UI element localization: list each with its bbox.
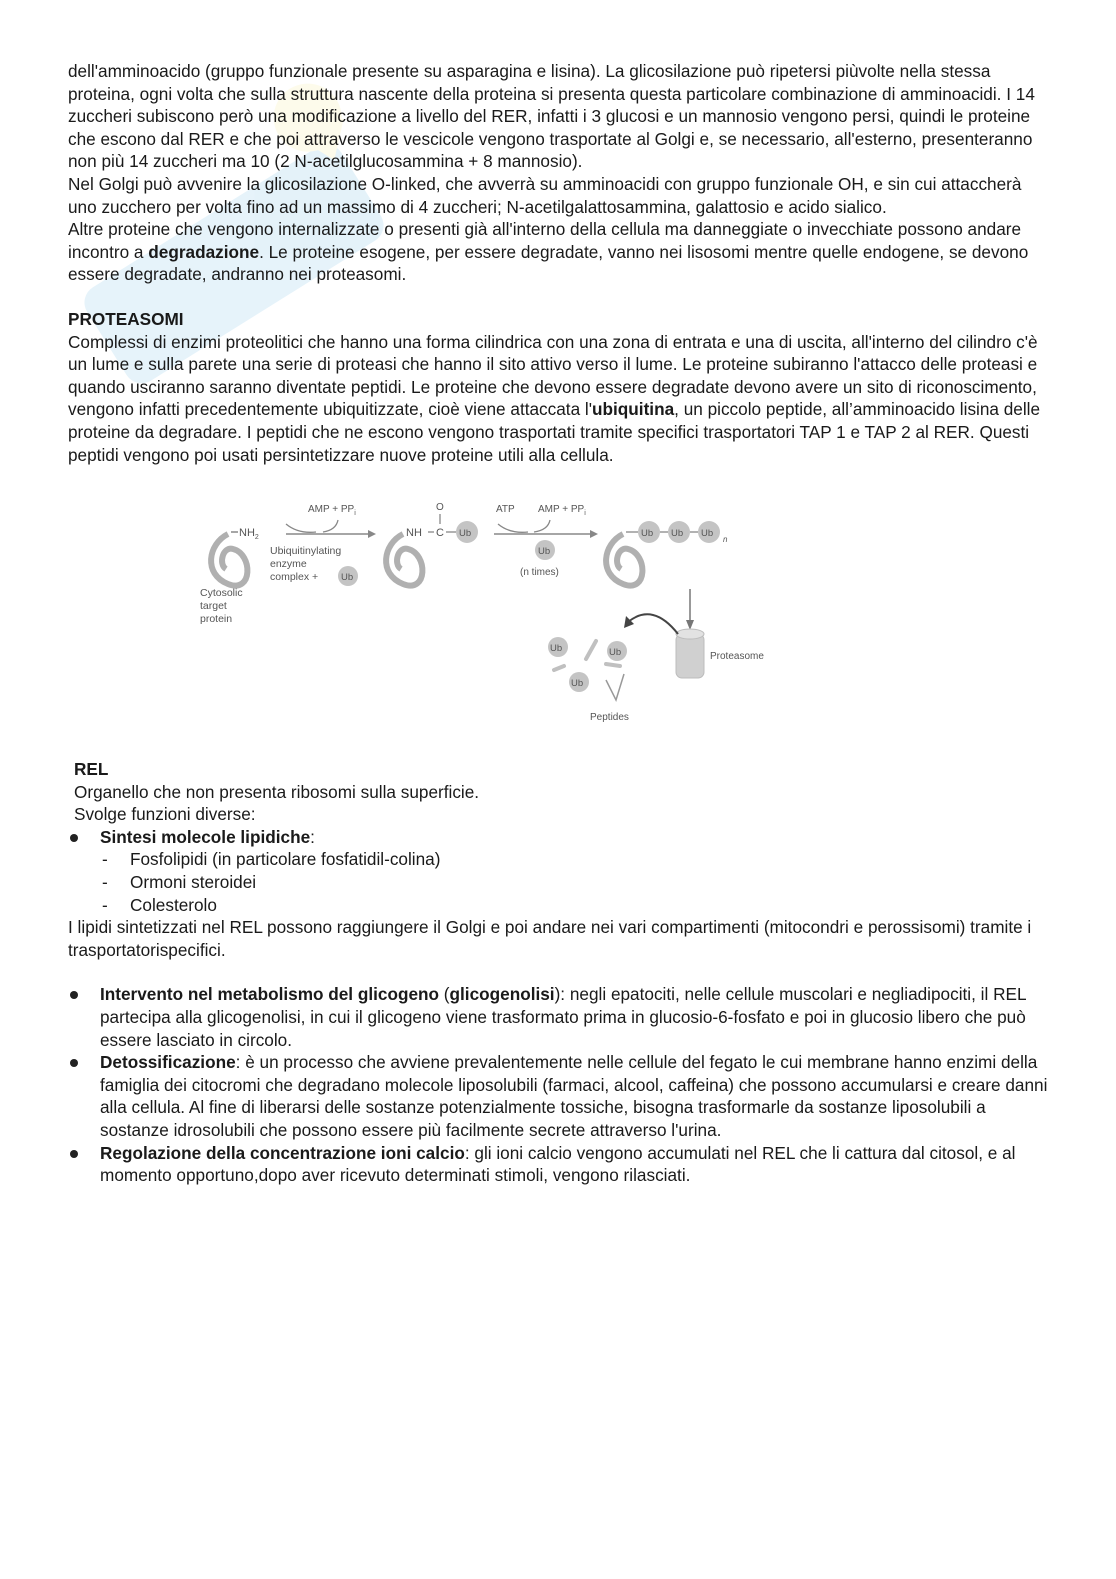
sub-item-ormoni: [68, 871, 1048, 894]
intro-p3-text-a: Altre proteine che vengono internalizzate o presenti già all'interno della cellula ma danneggiate o invecchiate possono andare incontro a: [68, 219, 1022, 262]
ubiquitina-term: ubiquitina: [592, 399, 675, 420]
sub-item-text: Ormoni steroidei: [130, 872, 257, 893]
bullet-calcium: [68, 1142, 1048, 1187]
release-arrow: [628, 614, 678, 634]
bullet-icon: [70, 1150, 78, 1158]
enzyme-label-3: complex +: [270, 571, 319, 584]
free-ub-label-2: Ub: [609, 647, 622, 659]
peptide-fragment-3: [554, 666, 564, 670]
proteasome-label: Proteasome: [710, 651, 764, 663]
intro-paragraph-1: dell'amminoacido (gruppo funzionale presente su asparagina e lisina). La glicosilazione può ripetersi piùvolte nella stessa proteina, ogni volta che sulla struttura nascente della proteina si presenta questa particolare combinazione di amminoacidi. I 14 zuccheri subiscono però una modificazione a livello del RER, infatti i 3 glucosi e un mannosio vengono persi, quindi le proteine che escono dal RER e che poi attraverso le vescicole vengono trasportate al Golgi e, se necessario, all'esterno, presenteranno non più 14 zuccheri ma 10 (2 N-acetilglucosammina + 8 mannosio).: [68, 61, 1035, 172]
sub-item-fosfolipidi: [68, 848, 1048, 871]
ub-label-3: Ub: [538, 546, 551, 558]
bullet-glycogen: [68, 983, 1048, 1051]
rel-intro-line-2: Svolge funzioni diverse:: [74, 804, 256, 825]
intro-p3-text-b: . Le proteine esogene, per essere degradate, vanno nei lisosomi mentre quelle endogene, se devono essere degradate, andranno nei proteasomi.: [68, 241, 1029, 285]
proteasomi-paragraph: [68, 331, 1048, 467]
bullet-2-text: ): negli epatociti, nelle cellule muscolari e negliadipociti, il REL partecipa alla glicogenolisi, in cui il glicogeno viene trasformato prima in glucosio-6-fosfato e poi in glucosio libero che può essere lasciato in circolo.: [100, 984, 1026, 1050]
sub-item-colesterolo: [68, 894, 1048, 917]
ub-label-2: Ub: [459, 528, 472, 540]
bullet-icon: [70, 834, 78, 842]
bullet-lipid-synthesis: [68, 826, 1048, 849]
enzyme-label-2: enzyme: [270, 558, 307, 571]
dash-marker: -: [102, 872, 108, 893]
target-protein-shape-3: [606, 534, 642, 586]
c-label: C: [436, 527, 444, 540]
bullet-1-colon: :: [310, 826, 315, 847]
dash-marker: -: [102, 849, 108, 870]
bullet-3-title: Detossificazione: [100, 1052, 236, 1073]
o-label: O: [436, 502, 444, 514]
amp-pp-label-2: AMP + $PP_i$: [538, 504, 586, 518]
document-page: [68, 60, 1048, 1187]
peptides-label: Peptides: [590, 712, 629, 724]
ub-chain-label-2: Ub: [671, 528, 684, 540]
bullet-1-title: Sintesi molecole lipidiche: [100, 826, 311, 847]
free-ub-label-1: Ub: [550, 643, 563, 655]
output-curve-1: [323, 520, 338, 532]
peptide-fragment-2: [606, 664, 620, 666]
input-curve-2: [498, 524, 528, 532]
dash-marker: -: [102, 894, 108, 915]
sub-item-text: Colesterolo: [130, 894, 217, 915]
n-subscript: n: [723, 535, 728, 545]
input-curve-1: [286, 524, 316, 532]
target-label-3: protein: [200, 613, 233, 626]
ub-chain-label-3: Ub: [701, 528, 714, 540]
intro-paragraph-3: [68, 218, 1048, 286]
enzyme-label-1: Ubiquitinylating: [270, 545, 342, 558]
rel-heading: REL: [74, 759, 109, 780]
arrowhead-1: [368, 530, 376, 538]
bullet-icon: [70, 991, 78, 999]
ubiquitination-figure: [198, 484, 764, 740]
rel-intro-line-1: Organello che non presenta ribosomi sulla superficie.: [74, 781, 480, 802]
proteasomi-heading: PROTEASOMI: [68, 308, 184, 329]
target-label-2: target: [200, 600, 227, 613]
spacer: [68, 961, 1048, 983]
ub-label-1: Ub: [341, 572, 354, 584]
amp-pp-label-1: AMP + $PP_i$: [308, 504, 356, 518]
proteasome-top: [676, 629, 704, 639]
intro-paragraph-2: Nel Golgi può avvenire la glicosilazione O-linked, che avverrà su amminoacidi con gruppo funzionale OH, e sin cui attaccherà uno zucchero per volta fino ad un massimo di 4 zuccheri; N-acetilgalattosammina, galattosio e acido sialico.: [68, 173, 1022, 217]
bullet-icon: [70, 1059, 78, 1067]
free-ub-label-3: Ub: [571, 678, 584, 690]
ubiquitination-diagram: [198, 484, 764, 740]
output-curve-2: [534, 520, 550, 532]
nh2-label: $NH_2$: [239, 527, 259, 542]
degradazione-term: degradazione: [148, 241, 260, 262]
peptide-fragment-1: [586, 641, 596, 659]
lipid-transport-paragraph: I lipidi sintetizzati nel REL possono raggiungere il Golgi e poi andare nei vari compartimenti (mitocondri e perossisomi) tramite i trasportatorispecifici.: [68, 917, 1032, 960]
proteasomi-text-b: , un piccolo peptide, all’amminoacido lisina delle proteine da degradare. I peptidi che ne escono vengono trasportati tramite specifici trasportatori TAP 1 e TAP 2 al RER. Questi peptidi vengono poi usati persintetizzare nuove proteine utili alla cellula.: [68, 399, 1041, 465]
bullet-2-title: Intervento nel metabolismo del glicogeno: [100, 984, 440, 1005]
bullet-4-text: : gli ioni calcio vengono accumulati nel REL che li cattura dal citosol, e al momento opportuno,dopo aver ricevuto determinati stimoli, vengono rilasciati.: [100, 1142, 1016, 1186]
sub-item-text: Fosfolipidi (in particolare fosfatidil-colina): [130, 849, 441, 870]
bullet-4-title: Regolazione della concentrazione ioni calcio: [100, 1142, 465, 1163]
ub-chain-label-1: Ub: [641, 528, 654, 540]
n-times-label: (n times): [520, 567, 559, 579]
bullet-3-text: : è un processo che avviene prevalentemente nelle cellule del fegato le cui membrane hanno enzimi della famiglia dei citocromi che degradano molecole liposolubili (farmaci, alcool, caffeina) che possono accumularsi e creare danni alla cellula. Al fine di liberarsi delle sostanze potenzialmente tossiche, bisogna trasformarle da sostanze liposolubili a sostanze idrosolubili che possono essere più facilmente secrete attraverso l'urina.: [100, 1052, 1048, 1140]
target-protein-shape-1: [211, 534, 247, 586]
proteasome-cylinder: [676, 634, 704, 678]
target-protein-shape-2: [386, 534, 422, 586]
bullet-2-paren: (: [439, 984, 450, 1005]
glicogenolisi-term: glicogenolisi: [449, 984, 555, 1005]
arrowhead-2: [590, 530, 598, 538]
nh-label: NH: [406, 527, 422, 540]
proteasomi-text-a: Complessi di enzimi proteolitici che hanno una forma cilindrica con una zona di entrata e una di uscita, all'interno del cilindro c'è un lume e sulla parete una serie di proteasi che hanno il sito attivo verso il lume. Le proteine subiranno l'attacco delle proteasi e quando usciranno saranno diventate peptidi. Le proteine che devono essere degradate devono avere un sito di riconoscimento, vengono infatti precedentemente ubiquitizzate, cioè viene attaccata l': [68, 331, 1038, 420]
peptides-pointer: [606, 674, 624, 700]
target-label-1: Cytosolic: [200, 587, 243, 600]
bullet-detox: [68, 1051, 1048, 1141]
atp-label: ATP: [496, 504, 515, 516]
